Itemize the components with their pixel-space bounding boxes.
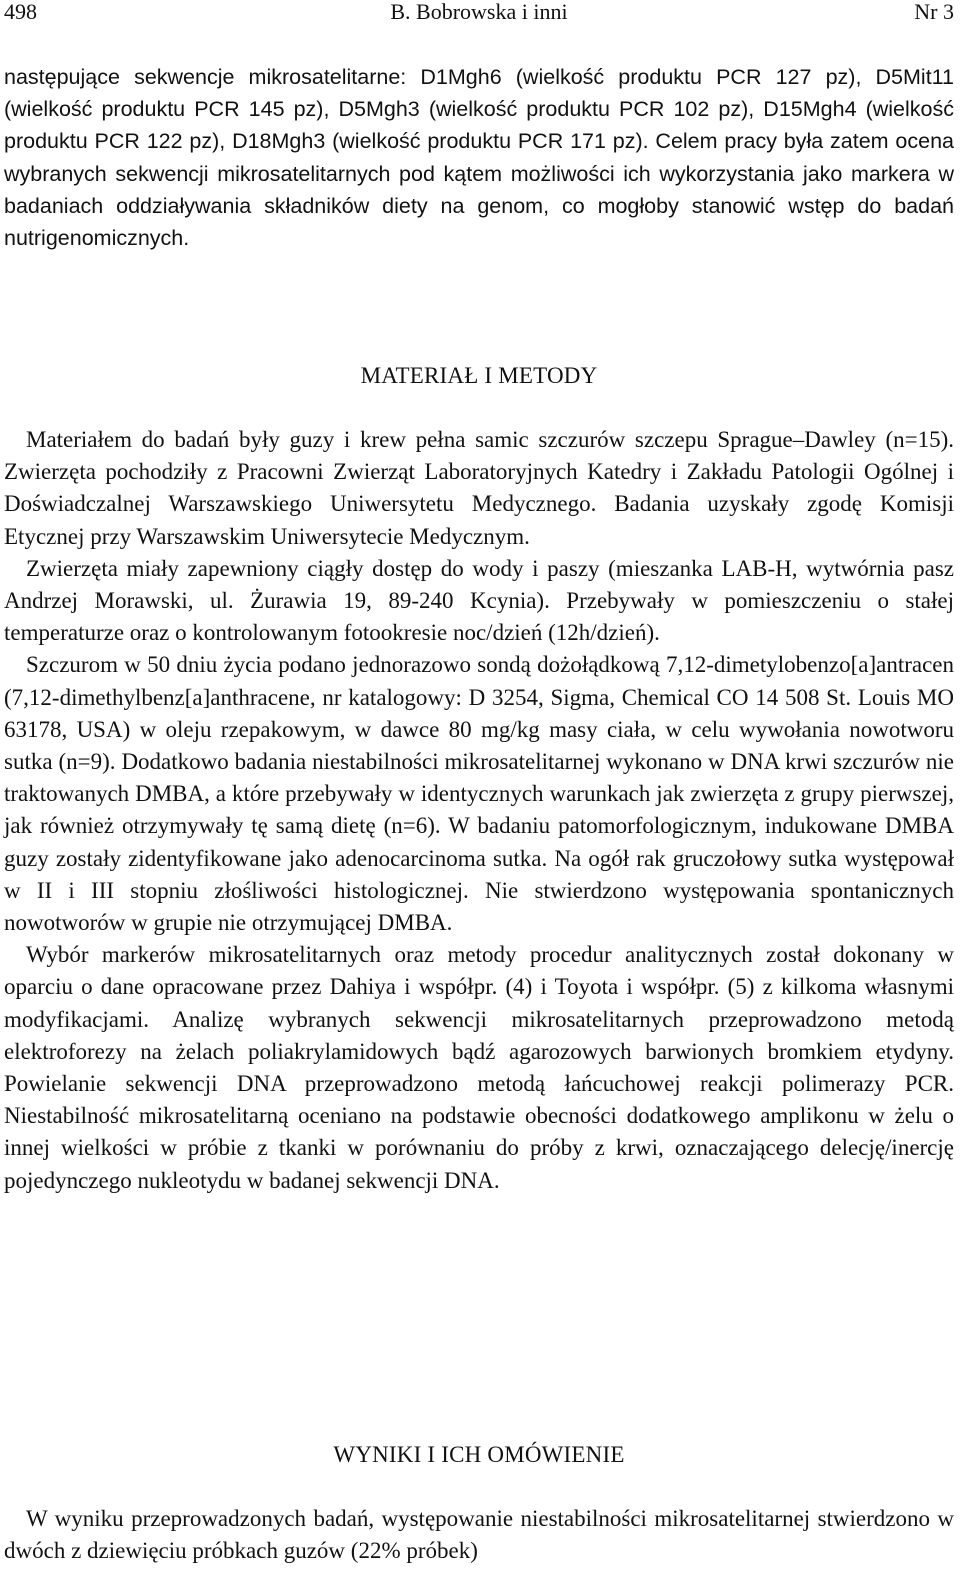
results-text-block (4, 1503, 954, 1567)
results-paragraph: W wyniku przeprowadzonych badań, występowanie niestabilności mikrosatelitarnej stwierdzono w dwóch z dziewięciu próbkach guzów (22% próbek) (4, 1506, 954, 1564)
intro-paragraph: następujące sekwencje mikrosatelitarne: D1Mgh6 (wielkość produktu PCR 127 pz), D5Mit11 (wielkość produktu PCR 145 pz), D5Mgh3 (wielkość produktu PCR 102 pz), D15Mgh4 (wielkość produktu PCR 122 pz), D18Mgh3 (wielkość produktu PCR 171 pz). Celem pracy była zatem ocena wybranych sekwencji mikrosatelitarnych pod kątem możliwości ich wykorzystania jako markera w badaniach oddziaływania składników diety na genom, co mogłoby stanowić wstęp do badań nutrigenomicznych. (4, 65, 954, 251)
materials-paragraph: Szczurom w 50 dniu życia podano jednorazowo sondą dożołądkową 7,12-dimetylobenzo[a]antracen (7,12-dimethylbenz[a]anthracene, nr katalogowy: D 3254, Sigma, Chemical CO 14 508 St. Louis MO 63178, USA) w oleju rzepakowym, w dawce 80 mg/kg masy ciała, w celu wywołania nowotworu sutka (n=9). Dodatkowo badania niestabilności mikrosatelitarnej wykonano w DNA krwi szczurów nie traktowanych DMBA, a które przebywały w identycznych warunkach jak zwierzęta z grupy pierwszej, jak również otrzymywały tę samą dietę (n=6). W badaniu patomorfologicznym, indukowane DMBA guzy zostały zidentyfikowane jako adenocarcinoma sutka. Na ogół rak gruczołowy sutka występował w II i III stopniu złośliwości histologicznej. Nie stwierdzono występowania spontanicznych nowotworów w grupie nie otrzymującej DMBA. (4, 652, 954, 936)
issue-number: Nr 3 (914, 0, 954, 24)
page-number: 498 (4, 0, 37, 24)
materials-paragraph: Wybór markerów mikrosatelitarnych oraz metody procedur analitycznych został dokonany w oparciu o dane opracowane przez Dahiya i współpr. (4) i Toyota i współpr. (5) z kilkoma własnymi modyfikacjami. Analizę wybranych sekwencji mikrosatelitarnych przeprowadzono metodą elektroforezy na żelach poliakrylamidowych bądź agarozowych barwionych bromkiem etydyny. Powielanie sekwencji DNA przeprowadzono metodą łańcuchowej reakcji polimerazy PCR. Niestabilność mikrosatelitarną oceniano na podstawie obecności dodatkowego amplikonu w żelu o innej wielkości w próbie z tkanki w porównaniu do próby z krwi, oznaczającego delecję/inercję pojedynczego nukleotydu w badanej sekwencji DNA. (4, 942, 954, 1193)
section-heading-materials: MATERIAŁ I METODY (360, 363, 598, 388)
running-header (4, 0, 954, 24)
materials-text-block (4, 424, 954, 1197)
materials-paragraph: Zwierzęta miały zapewniony ciągły dostęp do wody i paszy (mieszanka LAB-H, wytwórnia pasz Andrzej Morawski, ul. Żurawia 19, 89-240 Kcynia). Przebywały w pomieszczeniu o stałej temperaturze oraz o kontrolowanym fotookresie noc/dzień (12h/dzień). (4, 555, 954, 646)
intro-text-block (4, 61, 954, 254)
running-title: B. Bobrowska i inni (390, 0, 568, 24)
section-heading-results: WYNIKI I ICH OMÓWIENIE (333, 1442, 625, 1467)
materials-paragraph: Materiałem do badań były guzy i krew pełna samic szczurów szczepu Sprague–Dawley (n=15). Zwierzęta pochodziły z Pracowni Zwierząt Laboratoryjnych Katedry i Zakładu Patologii Ogólnej i Doświadczalnej Warszawskiego Uniwersytetu Medycznego. Badania uzyskały zgodę Komisji Etycznej przy Warszawskim Uniwersytecie Medycznym. (4, 427, 954, 549)
